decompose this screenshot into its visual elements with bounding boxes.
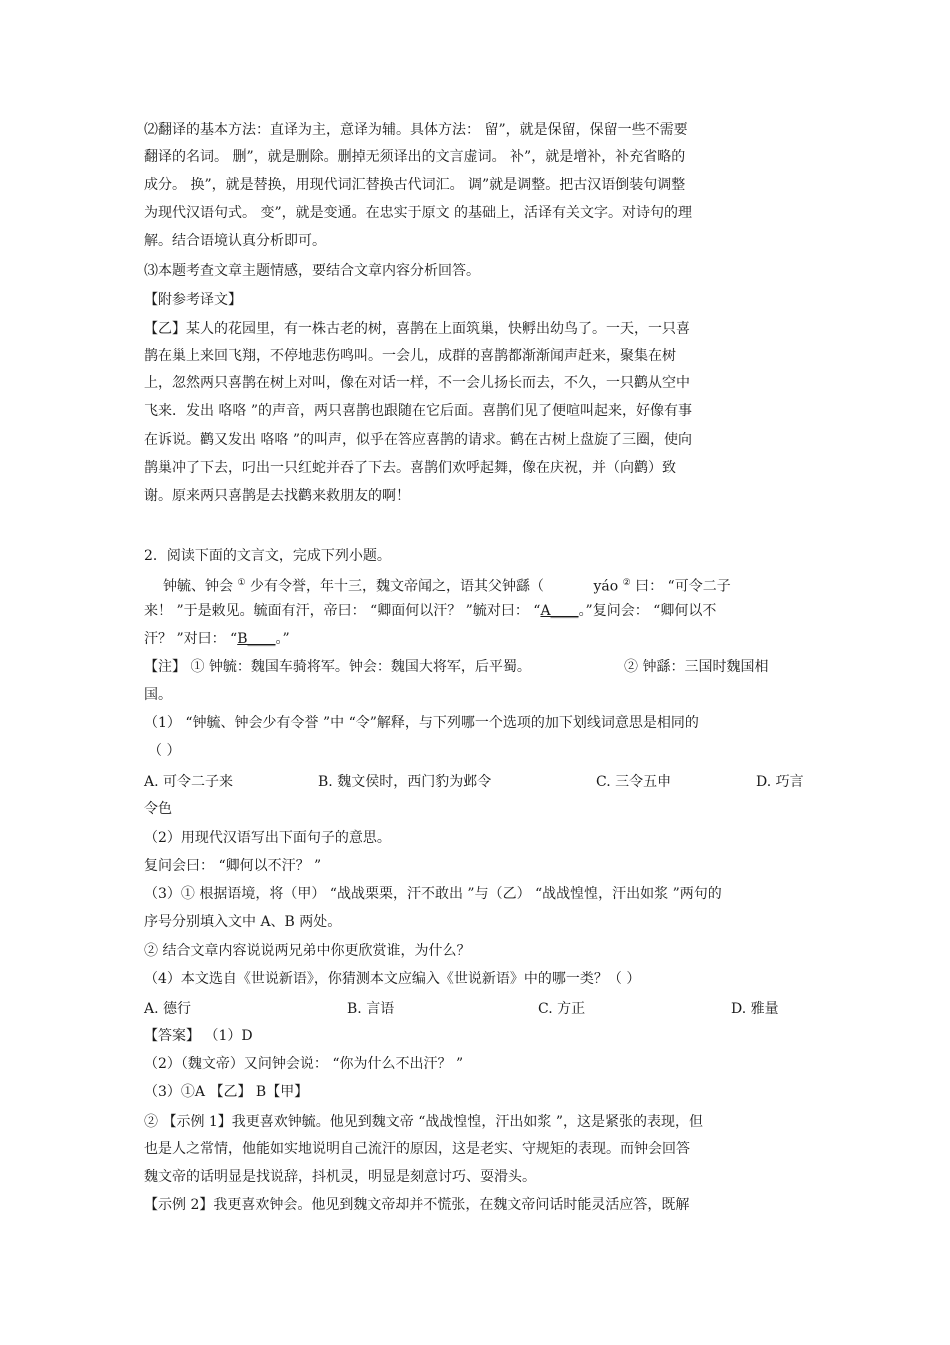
passage-text: 钟毓、钟会: [163, 578, 233, 595]
note-line: 国。: [144, 687, 172, 703]
passage-line: [144, 602, 716, 620]
blank-b[interactable]: B____: [237, 631, 276, 647]
text-line: 鹊巢冲了下去，叼出一只红蛇并吞了下去。喜鹊们欢呼起舞，像在庆祝，并（向鹳）致: [144, 460, 676, 476]
sub-question-3: 序号分别填入文中 A、B 两处。: [144, 914, 342, 930]
passage-text: 。”: [275, 631, 290, 647]
option-c[interactable]: C. 方正: [538, 1001, 586, 1017]
answer-line: 魏文帝的话明显是找说辞，抖机灵，明显是刻意讨巧、耍滑头。: [144, 1169, 536, 1185]
text-line: ⑶本题考查文章主题情感，要结合文章内容分析回答。: [144, 263, 480, 279]
footnote-marker: ①: [237, 578, 246, 588]
text-line: 成分。 换”，就是替换，用现代词汇替换古代词汇。 调”就是调整。把古汉语倒装句调整: [144, 177, 686, 193]
passage-line: [163, 574, 731, 596]
note-line: 【注】 ① 钟毓：魏国车骑将军。钟会：魏国大将军，后平蜀。: [144, 659, 531, 675]
option-d-cont: 令色: [144, 801, 172, 817]
answer-line: 【答案】 （1）D: [144, 1028, 253, 1044]
answer-line: 【示例 2】我更喜欢钟会。他见到魏文帝却并不慌张，在魏文帝问话时能灵活应答，既解: [144, 1197, 690, 1213]
option-a[interactable]: A. 德行: [144, 1001, 192, 1017]
blank-a[interactable]: A____: [540, 603, 579, 619]
sub-question-2-sentence: 复问会曰： “卿何以不汗？ ”: [144, 858, 322, 874]
pinyin: yáo: [593, 578, 619, 595]
option-d[interactable]: D. 雅量: [731, 1001, 779, 1017]
option-b[interactable]: B. 言语: [347, 1001, 395, 1017]
passage-text: 少有令誉，年十三，魏文帝闻之，语其父钟繇（: [249, 578, 544, 595]
text-line: ⑵翻译的基本方法：直译为主，意译为辅。具体方法： 留”，就是保留，保留一些不需要: [144, 122, 688, 138]
passage-line: [144, 630, 290, 648]
passage-text: 。”复问会： “卿何以不: [578, 603, 717, 619]
question-title: 2．阅读下面的文言文，完成下列小题。: [144, 548, 391, 564]
sub-question-2: （2）用现代汉语写出下面句子的意思。: [144, 830, 391, 846]
text-line: 【乙】某人的花园里，有一株古老的树，喜鹊在上面筑巢，快孵出幼鸟了。一天，一只喜: [144, 321, 690, 337]
text-line: 谢。原来两只喜鹊是去找鹳来救朋友的啊！: [144, 488, 410, 504]
text-line: 飞来．发出 咯咯 ”的声音，两只喜鹊也跟随在它后面。喜鹊们见了便喧叫起来，好像有事: [144, 403, 693, 419]
text-line: 上，忽然两只喜鹊在树上对叫，像在对话一样，不一会儿扬长而去，不久，一只鹳从空中: [144, 375, 690, 391]
answer-line: ② 【示例 1】我更喜欢钟毓。他见到魏文帝 “战战惶惶，汗出如浆 ”，这是紧张的表现，但: [144, 1114, 704, 1130]
answer-line: （3）①A 【乙】 B【甲】: [144, 1084, 309, 1100]
sub-question-3: ② 结合文章内容说说两兄弟中你更欣赏谁，为什么？: [144, 943, 471, 959]
answer-paren: （ ）: [148, 743, 181, 759]
sub-question-4: （4）本文选自《世说新语》，你猜测本文应编入《世说新语》中的哪一类？（ ）: [144, 971, 641, 987]
text-line: 翻译的名词。 删”，就是删除。删掉无须译出的文言虚词。 补”，就是增补，补充省略的: [144, 149, 686, 165]
text-line: 【附参考译文】: [144, 292, 242, 308]
text-line: 在诉说。鹳又发出 咯咯 ”的叫声，似乎在答应喜鹊的请求。鹤在古树上盘旋了三圈，使向: [144, 432, 693, 448]
sub-question-3: （3）① 根据语境，将（甲） “战战栗栗，汗不敢出 ”与（乙） “战战惶惶，汗出如浆 ”两句的: [144, 886, 722, 902]
option-a[interactable]: A. 可令二子来: [144, 774, 234, 790]
option-b[interactable]: B. 魏文侯时，西门豹为邺令: [318, 774, 492, 790]
answer-line: 也是人之常情，他能如实地说明自己流汗的原因，这是老实、守规矩的表现。而钟会回答: [144, 1141, 690, 1157]
passage-text: 来！ ”于是敕见。毓面有汗，帝曰： “卿面何以汗？ ”毓对曰： “: [144, 603, 541, 619]
passage-text: 汗？ ”对曰： “: [144, 631, 238, 647]
sub-question-1: （1） “钟毓、钟会少有令誉 ”中 “令”解释，与下列哪一个选项的加下划线词意思是相同的: [144, 715, 699, 731]
option-d[interactable]: D. 巧言: [756, 774, 804, 790]
option-c[interactable]: C. 三令五申: [596, 774, 672, 790]
answer-line: （2）（魏文帝）又问钟会说： “你为什么不出汗？ ”: [144, 1056, 464, 1072]
passage-text: 曰： “可令二子: [635, 578, 731, 595]
text-line: 解。结合语境认真分析即可。: [144, 233, 326, 249]
note-line: ② 钟繇：三国时魏国相: [624, 659, 769, 675]
footnote-marker: ②: [622, 578, 631, 588]
text-line: 鹊在巢上来回飞翔，不停地悲伤鸣叫。一会儿，成群的喜鹊都渐渐闻声赶来，聚集在树: [144, 348, 676, 364]
text-line: 为现代汉语句式。 变”，就是变通。在忠实于原文 的基础上，活译有关文字。对诗句的理: [144, 205, 693, 221]
